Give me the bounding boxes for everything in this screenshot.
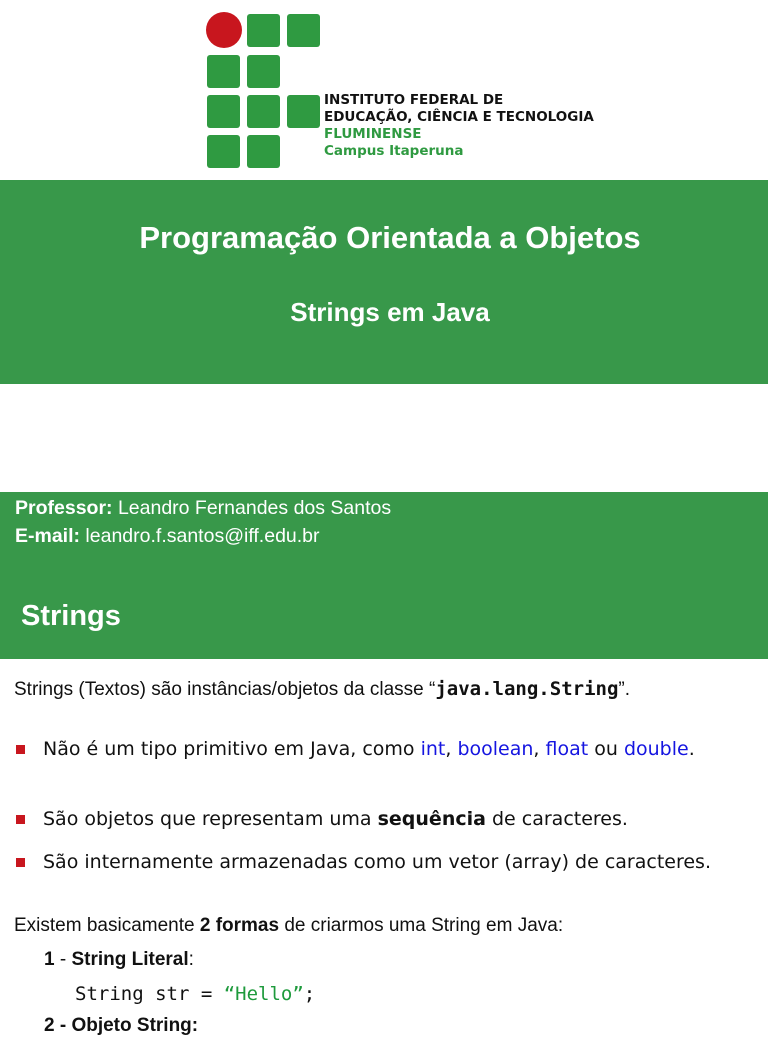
logo-text <box>324 92 594 160</box>
intro-text-end: ”. <box>618 679 630 700</box>
logo-square <box>247 14 280 47</box>
title-banner <box>0 180 768 384</box>
emphasis-2-formas: 2 formas <box>199 915 280 936</box>
code-semicolon: ; <box>303 983 316 1005</box>
logo-square <box>287 95 320 128</box>
item-number: 1 <box>44 949 55 970</box>
bullet-square-icon <box>16 745 25 754</box>
bullet-square-icon <box>16 858 25 867</box>
separator: , <box>445 738 458 760</box>
bullet-item <box>14 807 747 832</box>
email-label: E-mail: <box>15 525 81 547</box>
logo-line-3: FLUMINENSE <box>324 126 422 142</box>
course-title: Programação Orientada a Objetos <box>139 220 641 255</box>
bullet-text: São objetos que representam uma <box>43 808 378 830</box>
logo-square <box>207 55 240 88</box>
item-label: String Literal <box>71 949 189 970</box>
intro-text: Strings (Textos) são instâncias/objetos da classe “ <box>14 679 436 700</box>
numbered-item <box>44 949 194 971</box>
emphasis-sequencia: sequência <box>377 808 486 830</box>
logo-square <box>247 135 280 168</box>
code-example <box>75 983 315 1005</box>
section-title: Strings <box>21 600 121 632</box>
forms-paragraph <box>14 915 563 937</box>
logo-square <box>247 55 280 88</box>
forms-text-end: de criarmos uma String em Java: <box>279 915 564 936</box>
class-name: java.lang.String <box>435 678 619 700</box>
bullet-item <box>14 737 747 762</box>
item-separator: - <box>54 949 72 970</box>
keyword-float: float <box>545 738 589 760</box>
keyword-double: double <box>623 738 689 760</box>
forms-text: Existem basicamente <box>14 915 200 936</box>
bullet-text: Não é um tipo primitivo em Java, como <box>43 738 421 760</box>
logo-square <box>207 95 240 128</box>
bullet-text-end: de caracteres. <box>485 808 628 830</box>
separator: , <box>533 738 546 760</box>
code-text: String str = <box>75 983 224 1005</box>
numbered-item-2: 2 - Objeto String: <box>44 1015 199 1036</box>
logo-campus: Campus Itaperuna <box>324 143 464 159</box>
separator: ou <box>588 738 624 760</box>
lecture-subject: Strings em Java <box>290 297 490 327</box>
intro-paragraph <box>14 678 630 701</box>
institution-logo <box>0 0 768 180</box>
separator: . <box>688 738 695 760</box>
keyword-boolean: boolean <box>457 738 534 760</box>
bullet-square-icon <box>16 815 25 824</box>
logo-line-2: EDUCAÇÃO, CIÊNCIA E TECNOLOGIA <box>324 109 594 125</box>
email-line <box>15 525 320 548</box>
email-address: leandro.f.santos@iff.edu.br <box>80 525 320 547</box>
bullet-item <box>14 850 747 875</box>
professor-name: Leandro Fernandes dos Santos <box>112 497 392 519</box>
professor-line <box>15 497 391 520</box>
keyword-int: int <box>420 738 446 760</box>
professor-banner <box>0 492 768 659</box>
professor-label: Professor: <box>15 497 113 519</box>
bullet-text: São internamente armazenadas como um vetor (array) de caracteres. <box>43 851 711 873</box>
logo-line-1: INSTITUTO FEDERAL DE <box>324 92 504 108</box>
logo-square <box>207 135 240 168</box>
logo-red-circle <box>206 12 242 48</box>
string-literal: “Hello” <box>223 983 304 1005</box>
logo-square <box>287 14 320 47</box>
logo-square <box>247 95 280 128</box>
item-colon: : <box>188 949 194 970</box>
